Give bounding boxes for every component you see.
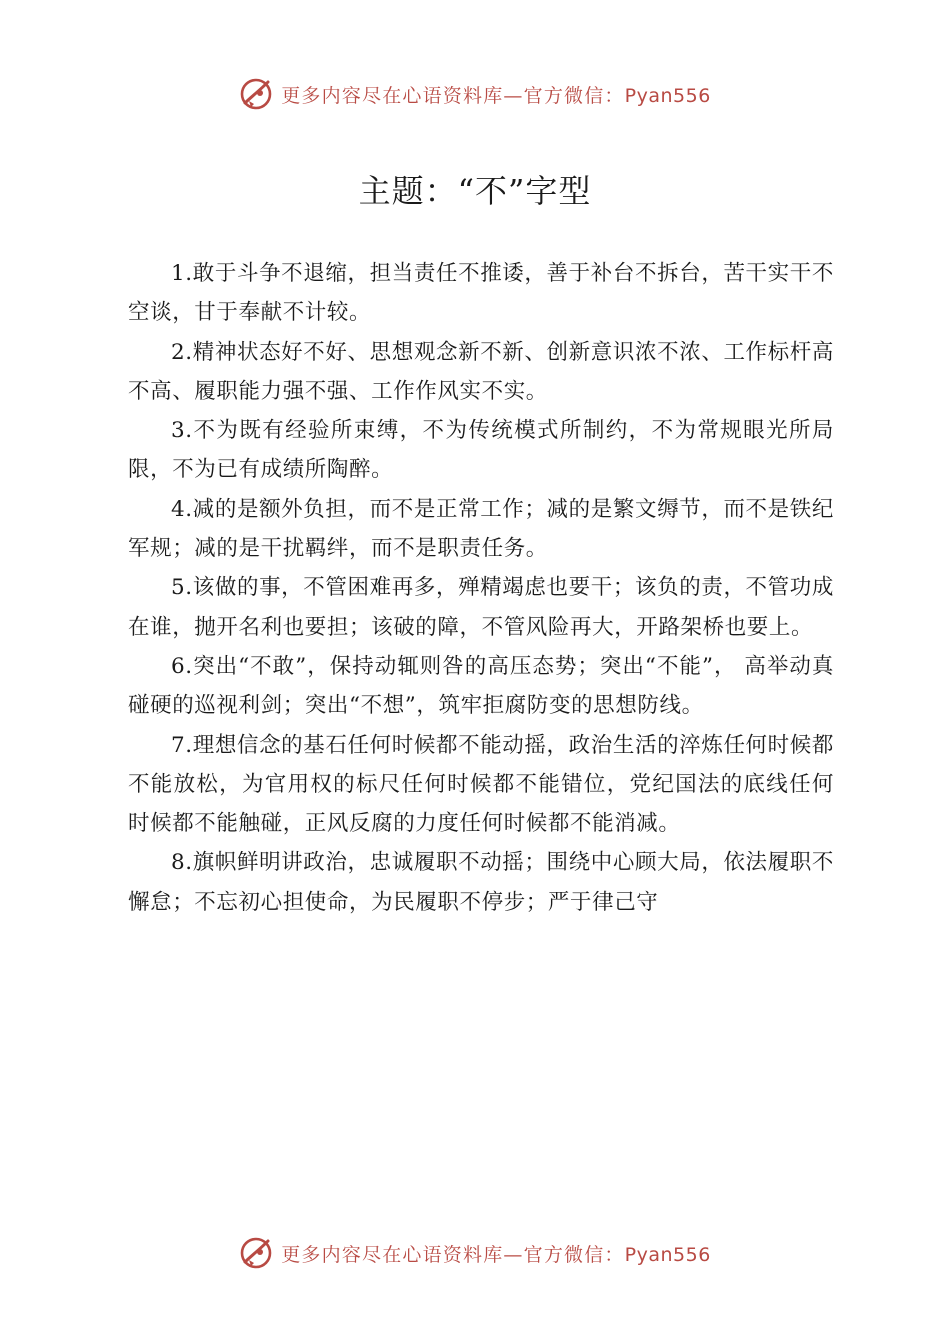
footer-banner	[0, 1229, 950, 1277]
banner-text	[281, 1240, 711, 1267]
banner-label: 更多内容尽在心语资料库—官方微信：	[281, 84, 625, 107]
pen-circle-logo-icon	[239, 1236, 273, 1270]
banner-wechat-id: Pyan556	[624, 84, 711, 107]
paragraph-7: 7.理想信念的基石任何时候都不能动摇，政治生活的淬炼任何时候都不能放松，为官用权的标尺任何时候都不能错位，党纪国法的底线任何时候都不能触碰，正风反腐的力度任何时候都不能消减。	[128, 732, 834, 837]
page-title: 主题：“不”字型	[358, 172, 592, 210]
paragraph-1: 1.敢于斗争不退缩，担当责任不推诿，善于补台不拆台，苦干实干不空谈，甘于奉献不计较。	[128, 261, 834, 326]
banner-wechat-id: Pyan556	[624, 1243, 711, 1266]
pen-circle-logo-icon	[239, 77, 273, 111]
paragraph-4: 4.减的是额外负担，而不是正常工作；减的是繁文缛节，而不是铁纪军规；减的是干扰羁绊，而不是职责任务。	[128, 496, 834, 562]
paragraph-2: 2.精神状态好不好、思想观念新不新、创新意识浓不浓、工作标杆高不高、履职能力强不强、工作作风实不实。	[128, 339, 834, 404]
paragraph-5: 5.该做的事，不管困难再多，殚精竭虑也要干；该负的责，不管功成在谁，抛开名利也要担；该破的障，不管风险再大，开路架桥也要上。	[128, 575, 834, 640]
paragraph-8: 8.旗帜鲜明讲政治，忠诚履职不动摇；围绕中心顾大局，依法履职不懈怠；不忘初心担使命，为民履职不停步；严于律己守	[128, 850, 834, 915]
paragraph-3: 3.不为既有经验所束缚，不为传统模式所制约，不为常规眼光所局限，不为已有成绩所陶醉。	[128, 418, 834, 483]
header-banner	[0, 70, 950, 118]
banner-text	[281, 81, 711, 108]
paragraph-6: 6.突出“不敢”，保持动辄则咎的高压态势；突出“不能”， 高举动真碰硬的巡视利剑；突出“不想”，筑牢拒腐防变的思想防线。	[128, 653, 834, 719]
banner-label: 更多内容尽在心语资料库—官方微信：	[281, 1243, 625, 1266]
document-body	[128, 254, 834, 922]
